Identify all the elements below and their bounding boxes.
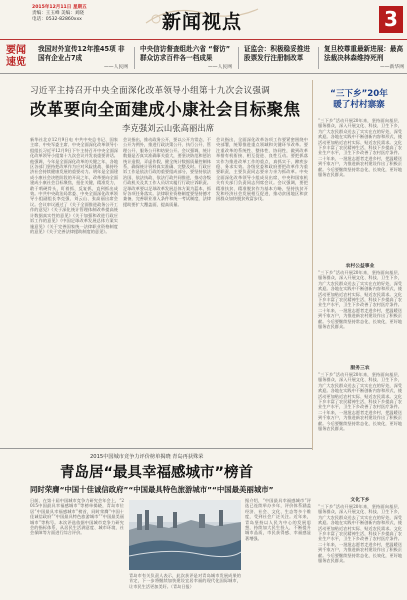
news-express-bar (0, 41, 407, 74)
sidebar-column (318, 118, 402, 258)
date-line: 2015年12月11日 星期五 (32, 5, 87, 10)
coastline-photo-icon (129, 500, 241, 570)
city-photo (129, 500, 241, 570)
bottom-kicker: 2015中国城市竞争力评价榜单揭晓 青岛再获殊荣 (90, 454, 204, 460)
bottom-column (30, 498, 124, 596)
sidebar-column (318, 372, 402, 492)
article-text: 会议指出，全面深化改革各项工作要紧密围绕中央部署，统筹推进重点领域和关键环节改革。要注重改革的系统性、整体性、协同性，做到改革举措有机衔接、相互促进、良性互动。要把抓落实作为推进改革工作的重点，真抓实干、蹄疾步稳、务求实效。各级党委和政府要把改革作为重要职责，主要负责同志要亲力亲为抓改革。中央全面深化改革领导小组成员出席，中央和国家机关有关部门负责同志列席会议。会议强调，要把精准扶贫、精准脱贫作为基本方略，坚持扶贫开发和经济社会发展相互促进，推动贫困地区和贫困群众加快脱贫致富步伐。 (216, 137, 308, 202)
date-block (32, 5, 87, 23)
sidebar-subhead: 文化下乡 (350, 498, 370, 503)
express-item-text: 我国对外宣传12年推45项 非国有企业占7成 (38, 45, 125, 62)
bottom-column (129, 573, 241, 597)
sidebar-subhead: 服务三农 (350, 366, 370, 371)
express-item[interactable] (324, 45, 404, 72)
divider (318, 47, 319, 69)
divider (238, 47, 239, 69)
express-item-source: ——人民网 (208, 65, 232, 70)
editor-line: 责编：王玉峰 美编：刘晓 (32, 11, 84, 16)
express-item[interactable] (244, 45, 314, 63)
article-text: “三下乡”活动开展20年来，坚持面向基层、服务群众，深入开展文化、科技、卫生下乡，为广大农民群众送去了实实在在的好处，深受欢迎。各地在实践中不断创新内容和形式，使活动更加贴近农村实际、贴近农民需求。文化下乡丰富了农民精神生活，科技下乡提高了农业生产水平，卫生下乡改善了农村医疗条件。二十年来，一批批志愿者走进乡村，把温暖送到千家万户，为推进新农村建设作出了积极贡献。今后要继续坚持常态化、长效化，更好地服务农民群众。 (318, 270, 402, 330)
lead-column (30, 137, 118, 442)
article-text: “三下乡”活动开展20年来，坚持面向基层、服务群众，深入开展文化、科技、卫生下乡，为广大农民群众送去了实实在在的好处，深受欢迎。各地在实践中不断创新内容和形式，使活动更加贴近农村实际、贴近农民需求。文化下乡丰富了农民精神生活，科技下乡提高了农业生产水平，卫生下乡改善了农村医疗条件。二十年来，一批批志愿者走进乡村，把温暖送到千家万户，为推进新农村建设作出了积极贡献。今后要继续坚持常态化、长效化，更好地服务农民群众。 (318, 118, 402, 178)
article-text: 据介绍，“中国最具幸福感城市”评选已连续举办多年，评价体系涵盖经济、社会、文化、生态等多个维度，受到社会广泛关注。近年来，青岛坚持以人民为中心的发展思想，持续加大民生投入，不断提升城市品质，市民获得感、幸福感显著增强。 (245, 498, 311, 541)
lead-byline: 李克强刘云山张高丽出席 (122, 123, 215, 133)
sidebar-title-line: 暖了村村寨寨 (333, 100, 385, 110)
article-text: 新华社北京12月9日电 中共中央总书记、国家主席、中央军委主席、中央全面深化改革领导小组组长习近平12月9日下午主持召开中央全面深化改革领导小组第十九次会议并发表重要讲话。他强调，今年是全面深化改革的关键之年，各地区各部门坚持把改革作为应对风险挑战、保持经济社会持续健康发展的重要动力。明年是全面建成小康社会决胜阶段的开局之年，改革要向全面建成小康社会目标聚焦，扭住关键，精准发力，敢于啃硬骨头，盯着抓、反复抓，直到抓出成效。中共中央政治局常委、中央全面深化改革领导小组副组长李克强、刘云山、张高丽出席会议。会议审议通过了《关于全面推进政务公开工作的意见》《关于深化统计管理体制改革提高统计数据真实性的意见》《关于加强和改进行政应诉工作的意见》《中国足球改革发展总体方案实施意见》《关于完善国家统一法律职业资格制度的意见》《关于完善法律援助制度的意见》。 (30, 137, 118, 234)
page-number: 3 (379, 6, 403, 33)
sidebar-column (318, 504, 402, 594)
express-item[interactable] (140, 45, 232, 72)
express-label: 要闻速览 (6, 45, 26, 68)
lead-column (123, 137, 211, 442)
express-item-text: 证监会：积极稳妥推进 股票发行注册制改革 (244, 45, 310, 62)
sidebar-column (318, 270, 402, 360)
express-item[interactable] (38, 45, 128, 72)
lead-headline[interactable]: 改革要向全面建成小康社会目标聚焦 (30, 100, 301, 119)
bottom-column (245, 498, 311, 596)
sidebar-title[interactable] (316, 89, 402, 111)
bottom-headline[interactable]: 青岛居“最具幸福感城市”榜首 (60, 465, 254, 481)
sidebar-title-line: “三下乡”20年 (330, 89, 388, 99)
article-text: 青岛市有关负责人表示，此次获评是对青岛城市发展成果的肯定，下一步将继续加快建设宜居幸福的现代化国际城市，让市民生活更加美好。（青岛日报） (129, 573, 241, 589)
masthead (0, 0, 407, 40)
divider (0, 448, 312, 449)
express-item-source: ——新华网 (380, 65, 404, 70)
sidebar-subhead: 农村公益事业 (345, 264, 375, 269)
bottom-subline: 同时荣膺“中国十佳诚信政府”“中国最具特色旅游城市”“中国最美丽城市” (30, 485, 274, 494)
divider (312, 80, 313, 450)
express-item-text: 中央信访督查组赴六省 “督访” 群众访求百件各一档成果 (140, 45, 231, 62)
express-item-text: 复旦校尊重最新进展：最高法裁决林森维持死刑 (324, 45, 404, 62)
article-text: 日前，在第十届中国城市竞争力研究会年会上，“2015中国最具幸福感城市”等榜单揭晓，青岛市位居“中国最具幸福感城市”榜首，同时荣膺“中国十佳诚信政府”“中国最具特色旅游城市”“中国最美丽城市”等称号。本次评选依据中国城市竞争力研究会的指标体系，从居民生活满意度、城市环境、社会保障等方面进行综合评价。 (30, 498, 124, 536)
article-text: 会议指出，推动政务公开，要以公开为常态、不公开为例外，推进行政决策公开、执行公开、管理公开、服务公开和结果公开。会议强调，统计数据是否真实准确事关重大，要坚决防范和惩治统计造假、弄虚作假，健全统计数据质量控制体系，确保统计资料真实准确、完整及时。行政应诉工作是依法行政的重要组成部分，要坚持依法治国、依法执政、依法行政共同推进，推动各级行政机关及其工作人员切实履行行政应诉职责。足球改革要以足球改革发展总体方案为蓝本，抓好各项任务落实。法律职业资格制度要坚持德才兼备，完善职业准入条件和统一考试制度，法律援助要扩大覆盖面，提高质量。 (123, 137, 211, 207)
express-item-source: ——人民网 (104, 65, 128, 70)
lead-kicker: 习近平主持召开中央全面深化改革领导小组第十九次会议强调 (30, 86, 271, 96)
divider (134, 47, 135, 69)
article-text: “三下乡”活动开展20年来，坚持面向基层、服务群众，深入开展文化、科技、卫生下乡，为广大农民群众送去了实实在在的好处，深受欢迎。各地在实践中不断创新内容和形式，使活动更加贴近农村实际、贴近农民需求。文化下乡丰富了农民精神生活，科技下乡提高了农业生产水平，卫生下乡改善了农村医疗条件。二十年来，一批批志愿者走进乡村，把温暖送到千家万户，为推进新农村建设作出了积极贡献。今后要继续坚持常态化、长效化，更好地服务农民群众。 (318, 372, 402, 432)
article-text: “三下乡”活动开展20年来，坚持面向基层、服务群众，深入开展文化、科技、卫生下乡，为广大农民群众送去了实实在在的好处，深受欢迎。各地在实践中不断创新内容和形式，使活动更加贴近农村实际、贴近农民需求。文化下乡丰富了农民精神生活，科技下乡提高了农业生产水平，卫生下乡改善了农村医疗条件。二十年来，一批批志愿者走进乡村，把温暖送到千家万户，为推进新农村建设作出了积极贡献。今后要继续坚持常态化、长效化，更好地服务农民群众。 (318, 504, 402, 564)
section-title: 新闻视点 (162, 11, 243, 33)
lead-column (216, 137, 308, 442)
phone-line: 电话：0532-82860xxx (32, 17, 82, 22)
